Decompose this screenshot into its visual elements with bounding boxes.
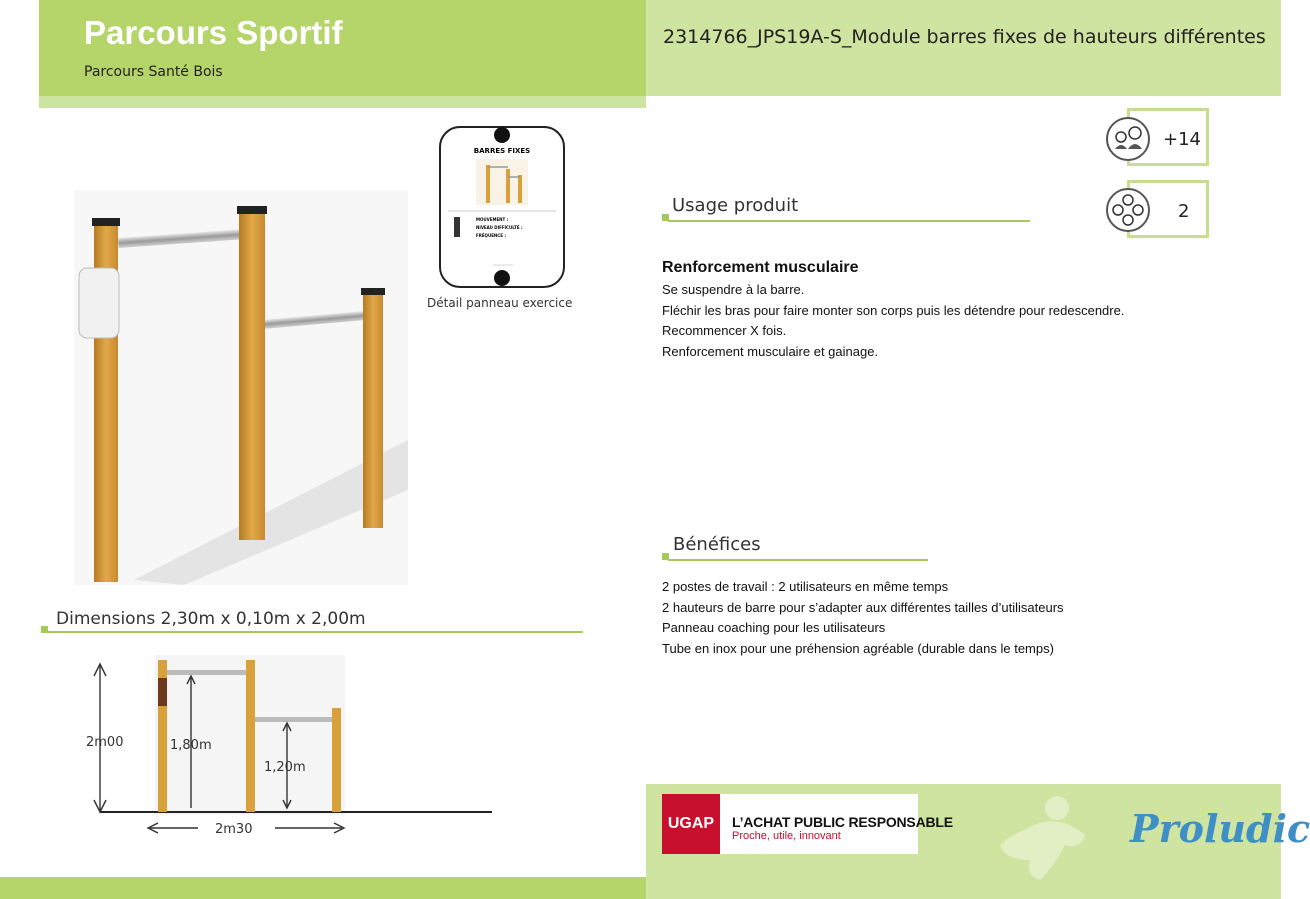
- dimensions-title: Dimensions 2,30m x 0,10m x 2,00m: [56, 609, 366, 629]
- product-illustration: [74, 190, 408, 585]
- dimension-diagram: [80, 650, 500, 840]
- exercise-panel-detail: [438, 125, 566, 289]
- panel-caption: Détail panneau exercice: [427, 296, 573, 310]
- benefit-line: Panneau coaching pour les utilisateurs: [662, 620, 886, 635]
- usage-line: Fléchir les bras pour faire monter son corps puis les détendre pour redescendre.: [662, 302, 1125, 318]
- benefits-title: Bénéfices: [673, 534, 761, 555]
- product-reference: 2314766_JPS19A-S_Module barres fixes de hauteurs différentes: [663, 26, 1266, 48]
- decorative-figure-icon: [985, 790, 1115, 890]
- page-title: Parcours Sportif: [84, 14, 343, 51]
- section-underline: [48, 631, 583, 633]
- ugap-subtagline: Proche, utile, innovant: [732, 830, 841, 842]
- proludic-logo: Proludic: [1130, 806, 1310, 851]
- low-bar-label: 1,20m: [264, 760, 306, 775]
- panel-screw-icon: [494, 270, 510, 286]
- usage-heading: Renforcement musculaire: [662, 259, 859, 276]
- users-value: 2: [1178, 201, 1190, 222]
- panel-movement-label: MOUVEMENT :: [476, 217, 509, 222]
- usage-text: [662, 280, 1124, 362]
- panel-title: BARRES FIXES: [473, 147, 531, 155]
- page-subtitle: Parcours Santé Bois: [84, 64, 223, 80]
- section-marker: [41, 626, 48, 633]
- benefit-line: 2 hauteurs de barre pour s’adapter aux différentes tailles d’utilisateurs: [662, 599, 1064, 615]
- age-value: +14: [1163, 129, 1201, 150]
- usage-line: Renforcement musculaire et gainage.: [662, 343, 879, 359]
- footer-band: [0, 877, 646, 899]
- panel-screw-icon: [494, 127, 510, 143]
- age-users-icon: [1106, 117, 1150, 161]
- width-label: 2m30: [215, 822, 253, 837]
- panel-frequency-label: FRÉQUENCE :: [476, 233, 506, 238]
- ugap-logo: UGAP: [662, 794, 720, 854]
- high-bar-label: 1,80m: [170, 738, 212, 753]
- usage-line: Se suspendre à la barre.: [662, 282, 805, 297]
- total-height-label: 2m00: [86, 735, 124, 750]
- section-underline: [668, 559, 928, 561]
- benefits-text: [662, 577, 1064, 659]
- section-underline: [668, 220, 1030, 222]
- header-reference-band: [646, 0, 1281, 96]
- usage-title: Usage produit: [672, 195, 799, 216]
- group-users-icon: [1106, 188, 1150, 232]
- benefit-line: Tube en inox pour une préhension agréable (durable dans le temps): [662, 640, 1054, 656]
- benefit-line: 2 postes de travail : 2 utilisateurs en même temps: [662, 579, 949, 594]
- panel-level-label: NIVEAU DIFFICULTÉ :: [476, 225, 523, 230]
- usage-line: Recommencer X fois.: [662, 323, 787, 338]
- header-strip: [39, 96, 646, 108]
- ugap-tagline: L’ACHAT PUBLIC RESPONSABLE: [732, 814, 953, 830]
